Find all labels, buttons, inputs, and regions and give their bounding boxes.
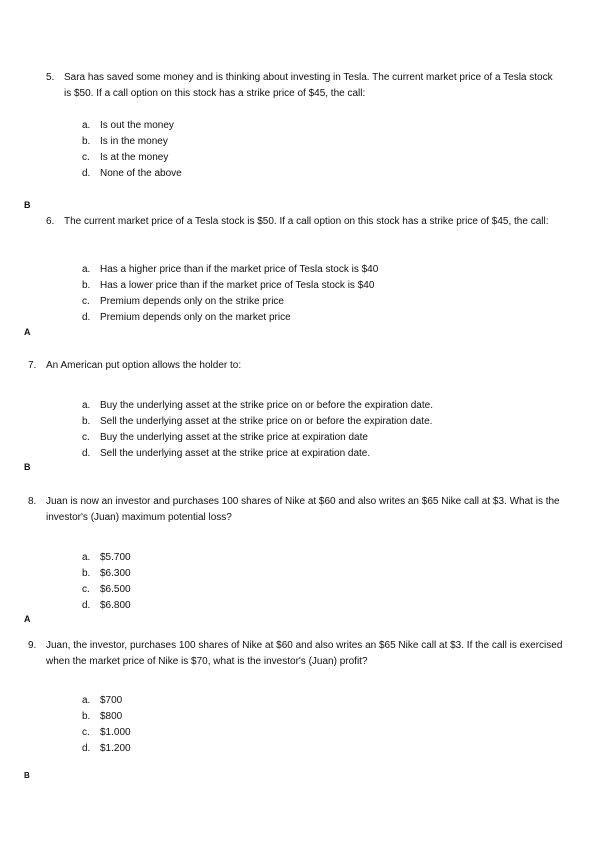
option-text: Premium depends only on the strike price <box>100 296 284 307</box>
option-text: None of the above <box>100 168 182 179</box>
question-number: 9. <box>28 640 37 651</box>
option-text: $6.500 <box>100 584 131 595</box>
option-letter: b. <box>82 711 91 722</box>
option-text: Sell the underlying asset at the strike price at expiration date. <box>100 448 371 459</box>
answer-7: B <box>24 462 31 472</box>
option-text: $800 <box>100 711 123 722</box>
option-letter: a. <box>82 264 91 275</box>
option-letter: b. <box>82 416 91 427</box>
option-letter: c. <box>82 727 90 738</box>
option-text: Sell the underlying asset at the strike price on or before the expiration date. <box>100 416 433 427</box>
option-text: $5.700 <box>100 552 131 563</box>
option-letter: c. <box>82 584 90 595</box>
option-letter: b. <box>82 280 91 291</box>
option-text: Has a lower price than if the market price of Tesla stock is $40 <box>100 280 375 291</box>
option-text: Is in the money <box>100 136 168 147</box>
question-text: An American put option allows the holder to: <box>46 360 242 371</box>
question-number: 8. <box>28 496 37 507</box>
option-letter: d. <box>82 312 91 323</box>
answer-9: B <box>24 771 30 780</box>
option-letter: d. <box>82 168 91 179</box>
option-text: Has a higher price than if the market price of Tesla stock is $40 <box>100 264 379 275</box>
question-text: The current market price of a Tesla stock is $50. If a call option on this stock has a strike price of $45, the call: <box>64 216 549 227</box>
option-text: Premium depends only on the market price <box>100 312 291 323</box>
option-letter: d. <box>82 448 91 459</box>
answer-5: B <box>24 200 31 210</box>
option-letter: c. <box>82 296 90 307</box>
option-text: Buy the underlying asset at the strike price at expiration date <box>100 432 368 443</box>
option-letter: a. <box>82 120 91 131</box>
option-letter: a. <box>82 552 91 563</box>
option-text: $6.800 <box>100 600 131 611</box>
option-letter: d. <box>82 600 91 611</box>
option-letter: c. <box>82 432 90 443</box>
option-letter: b. <box>82 136 91 147</box>
option-text: $1.200 <box>100 743 131 754</box>
option-letter: a. <box>82 400 91 411</box>
option-text: Is at the money <box>100 152 169 163</box>
answer-8: A <box>24 614 31 624</box>
option-text: $6.300 <box>100 568 131 579</box>
option-text: Buy the underlying asset at the strike price on or before the expiration date. <box>100 400 433 411</box>
option-letter: b. <box>82 568 91 579</box>
answer-6: A <box>24 327 31 337</box>
option-text: Is out the money <box>100 120 174 131</box>
question-number: 7. <box>28 360 37 371</box>
question-text: Juan, the investor, purchases 100 shares of Nike at $60 and also writes an $65 Nike call at $3. If the call is exercised when the market price of Nike is $70, what is the investor's (Juan) profit? <box>46 640 563 667</box>
question-text: Sara has saved some money and is thinking about investing in Tesla. The current market price of a Tesla stock is $50. If a call option on this stock has a strike price of $45, the call: <box>64 72 553 99</box>
option-letter: c. <box>82 152 90 163</box>
question-number: 6. <box>46 216 55 227</box>
option-letter: d. <box>82 743 91 754</box>
option-letter: a. <box>82 695 91 706</box>
option-text: $700 <box>100 695 123 706</box>
option-text: $1.000 <box>100 727 131 738</box>
question-text: Juan is now an investor and purchases 100 shares of Nike at $60 and also writes an $65 Nike call at $3. What is the investor's (Juan) maximum potential loss? <box>46 496 560 523</box>
question-number: 5. <box>46 72 55 83</box>
